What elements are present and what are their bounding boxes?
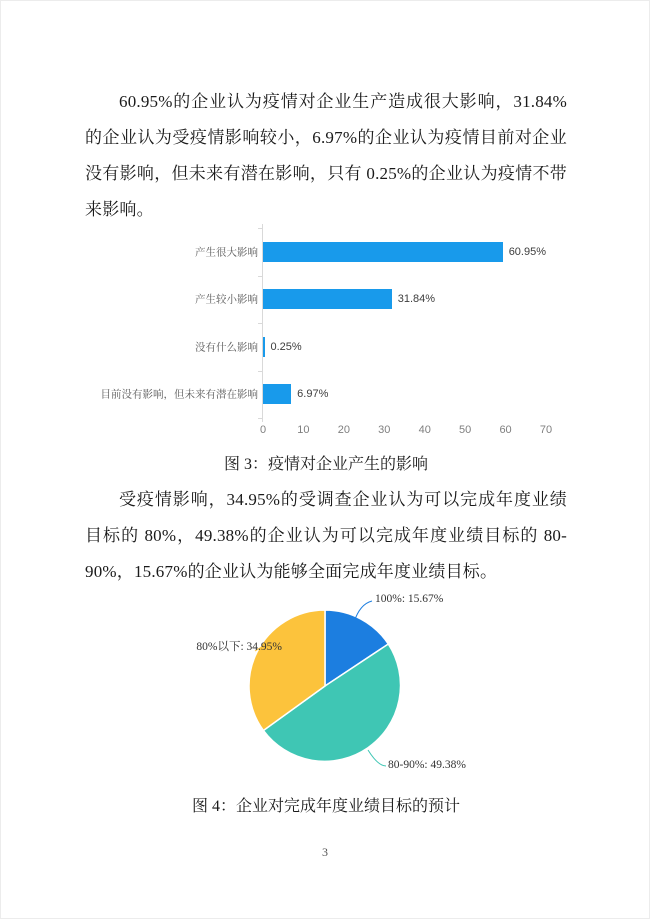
bar-2 bbox=[263, 337, 265, 357]
bar-axis-tick-1 bbox=[258, 276, 262, 277]
bar-chart-x-axis bbox=[259, 424, 553, 440]
bar-category-label-3: 目前没有影响，但未来有潜在影响 bbox=[100, 388, 258, 401]
bar-track-3 bbox=[263, 371, 546, 419]
x-tick-label-20: 20 bbox=[337, 424, 350, 436]
bar-track-1 bbox=[263, 276, 546, 324]
pie-leader-line-1 bbox=[368, 750, 386, 766]
bar-track-2 bbox=[263, 323, 546, 371]
x-tick-label-10: 10 bbox=[297, 424, 310, 436]
figure4-caption: 图 4：企业对完成年度业绩目标的预计 bbox=[191, 798, 460, 815]
bar-row-2 bbox=[100, 323, 560, 371]
pie-label-80-90: 80-90%: 49.38% bbox=[388, 759, 466, 771]
x-tick-label-0: 0 bbox=[259, 424, 267, 436]
bar-chart-rows bbox=[100, 228, 560, 418]
pie-label-below-80: 80%以下: 34.95% bbox=[196, 641, 282, 653]
bar-3 bbox=[263, 384, 291, 404]
bar-category-label-2: 没有什么影响 bbox=[195, 341, 258, 354]
pie-label-100: 100%: 15.67% bbox=[375, 593, 444, 605]
x-tick-label-60: 60 bbox=[499, 424, 512, 436]
bar-0 bbox=[263, 242, 503, 262]
bar-value-3: 6.97% bbox=[297, 388, 329, 401]
bar-category-label-1: 产生较小影响 bbox=[195, 293, 258, 306]
bar-value-1: 31.84% bbox=[397, 293, 436, 306]
pie-chart-canvas bbox=[130, 590, 530, 795]
bar-axis-tick-4 bbox=[258, 418, 262, 419]
x-tick-label-40: 40 bbox=[418, 424, 431, 436]
bar-row-0 bbox=[100, 228, 560, 276]
bar-chart-figure3 bbox=[100, 228, 560, 440]
bar-value-0: 60.95% bbox=[508, 245, 546, 258]
x-tick-label-50: 50 bbox=[459, 424, 472, 436]
bar-category-label-0: 产生很大影响 bbox=[195, 246, 258, 259]
bar-axis-tick-2 bbox=[258, 323, 262, 324]
figure3-caption: 图 3：疫情对企业产生的影响 bbox=[223, 456, 428, 473]
bar-track-0 bbox=[263, 228, 546, 276]
paragraph-annual-target: 受疫情影响，34.95%的受调查企业认为可以完成年度业绩目标的 80%，49.38%的企业认为可以完成年度业绩目标的 80-90%，15.67%的企业认为能够全面完成年度业绩目标。 bbox=[85, 490, 567, 581]
bar-1 bbox=[263, 289, 392, 309]
bar-value-2: 0.25% bbox=[270, 340, 302, 353]
bar-axis-tick-3 bbox=[258, 371, 262, 372]
x-tick-label-70: 70 bbox=[539, 424, 553, 436]
bar-row-1 bbox=[100, 276, 560, 324]
bar-row-3 bbox=[100, 371, 560, 419]
page-number: 3 bbox=[322, 845, 328, 859]
bar-axis-tick-0 bbox=[258, 228, 262, 229]
x-tick-label-30: 30 bbox=[378, 424, 391, 436]
paragraph-pandemic-impact: 60.95%的企业认为疫情对企业生产造成很大影响，31.84%的企业认为受疫情影响较小，6.97%的企业认为疫情目前对企业没有影响，但未来有潜在影响，只有 0.25%的企业认为疫情不带来影响。 bbox=[85, 92, 567, 219]
pie-chart-figure4 bbox=[130, 590, 530, 795]
